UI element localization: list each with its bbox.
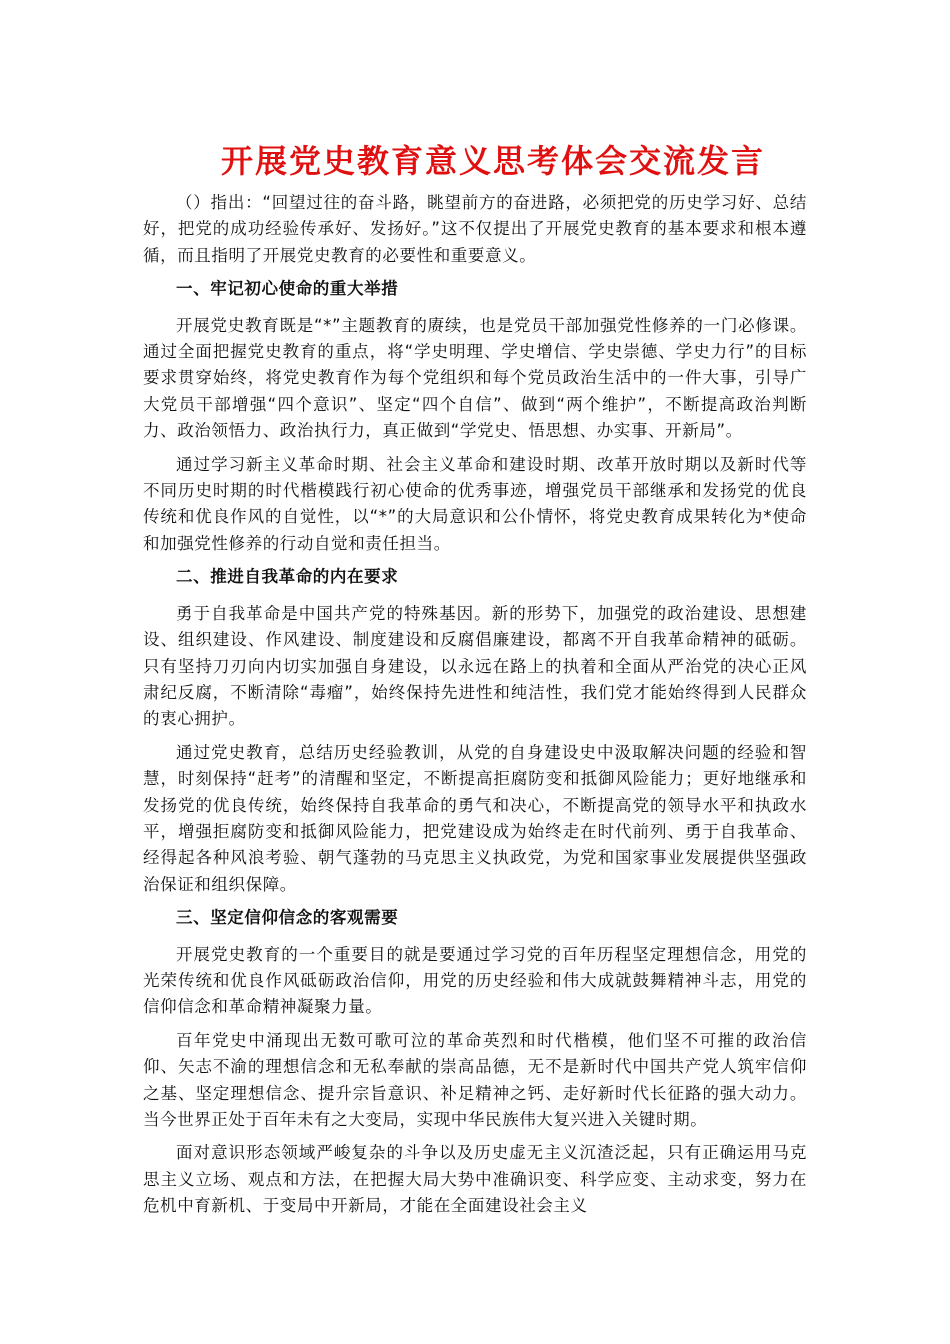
section-heading-2: 二、推进自我革命的内在要求 (176, 567, 399, 587)
document-body (143, 138, 807, 1227)
section-2-paragraph-1: 勇于自我革命是中国共产党的特殊基因。新的形势下，加强党的政治建设、思想建设、组织建设、作风建设、制度建设和反腐倡廉建设，都离不开自我革命精神的砥砺。只有坚持刀刃向内切实加强自身建设，以永远在路上的执着和全面从严治党的决心正风肃纪反腐，不断清除“毒瘤”，始终保持先进性和纯洁性，我们党才能始终得到人民群众的衷心拥护。 (143, 603, 807, 729)
document-title: 开展党史教育意义思考体会交流发言 (221, 142, 766, 180)
section-1-paragraph-1: 开展党史教育既是“*”主题教育的赓续，也是党员干部加强党性修养的一门必修课。通过全面把握党史教育的重点，将“学史明理、学史增信、学史崇德、学史力行”的目标要求贯穿始终，将党史教育作为每个党组织和每个党员政治生活中的一件大事，引导广大党员干部增强“四个意识”、坚定“四个自信”、做到“两个维护”，不断提高政治判断力、政治领悟力、政治执行力，真正做到“学党史、悟思想、办实事、开新局”。 (143, 315, 807, 441)
section-2-paragraph-2: 通过党史教育，总结历史经验教训，从党的自身建设史中汲取解决问题的经验和智慧，时刻保持“赶考”的清醒和坚定，不断提高拒腐防变和抵御风险能力；更好地继承和发扬党的优良传统，始终保持自我革命的勇气和决心，不断提高党的领导水平和执政水平，增强拒腐防变和抵御风险能力，把党建设成为始终走在时代前列、勇于自我革命、经得起各种风浪考验、朝气蓬勃的马克思主义执政党，为党和国家事业发展提供坚强政治保证和组织保障。 (143, 742, 807, 894)
section-heading-3: 三、坚定信仰信念的客观需要 (176, 908, 399, 928)
section-3-paragraph-2: 百年党史中涌现出无数可歌可泣的革命英烈和时代楷模，他们坚不可摧的政治信仰、矢志不渝的理想信念和无私奉献的崇高品德，无不是新时代中国共产党人筑牢信仰之基、坚定理想信念、提升宗旨意识、补足精神之钙、走好新时代长征路的强大动力。当今世界正处于百年未有之大变局，实现中华民族伟大复兴进入关键时期。 (143, 1030, 807, 1129)
section-3-paragraph-3: 面对意识形态领域严峻复杂的斗争以及历史虚无主义沉渣泛起，只有正确运用马克思主义立场、观点和方法，在把握大局大势中准确识变、科学应变、主动求变，努力在危机中育新机、于变局中开新局，才能在全面建设社会主义 (143, 1143, 807, 1216)
section-3-paragraph-1: 开展党史教育的一个重要目的就是要通过学习党的百年历程坚定理想信念，用党的光荣传统和优良作风砥砺政治信仰，用党的历史经验和伟大成就鼓舞精神斗志，用党的信仰信念和革命精神凝聚力量。 (143, 944, 807, 1017)
section-1-paragraph-2: 通过学习新主义革命时期、社会主义革命和建设时期、改革开放时期以及新时代等不同历史时期的时代楷模践行初心使命的优秀事迹，增强党员干部继承和发扬党的优良传统和优良作风的自觉性，以“*”的大局意识和公仆情怀，将党史教育成果转化为*使命和加强党性修养的行动自觉和责任担当。 (143, 454, 807, 553)
section-heading-1: 一、牢记初心使命的重大举措 (176, 279, 399, 299)
intro-paragraph: （）指出：“回望过往的奋斗路，眺望前方的奋进路，必须把党的历史学习好、总结好，把党的成功经验传承好、发扬好。”这不仅提出了开展党史教育的基本要求和根本遵循，而且指明了开展党史教育的必要性和重要意义。 (143, 193, 807, 265)
